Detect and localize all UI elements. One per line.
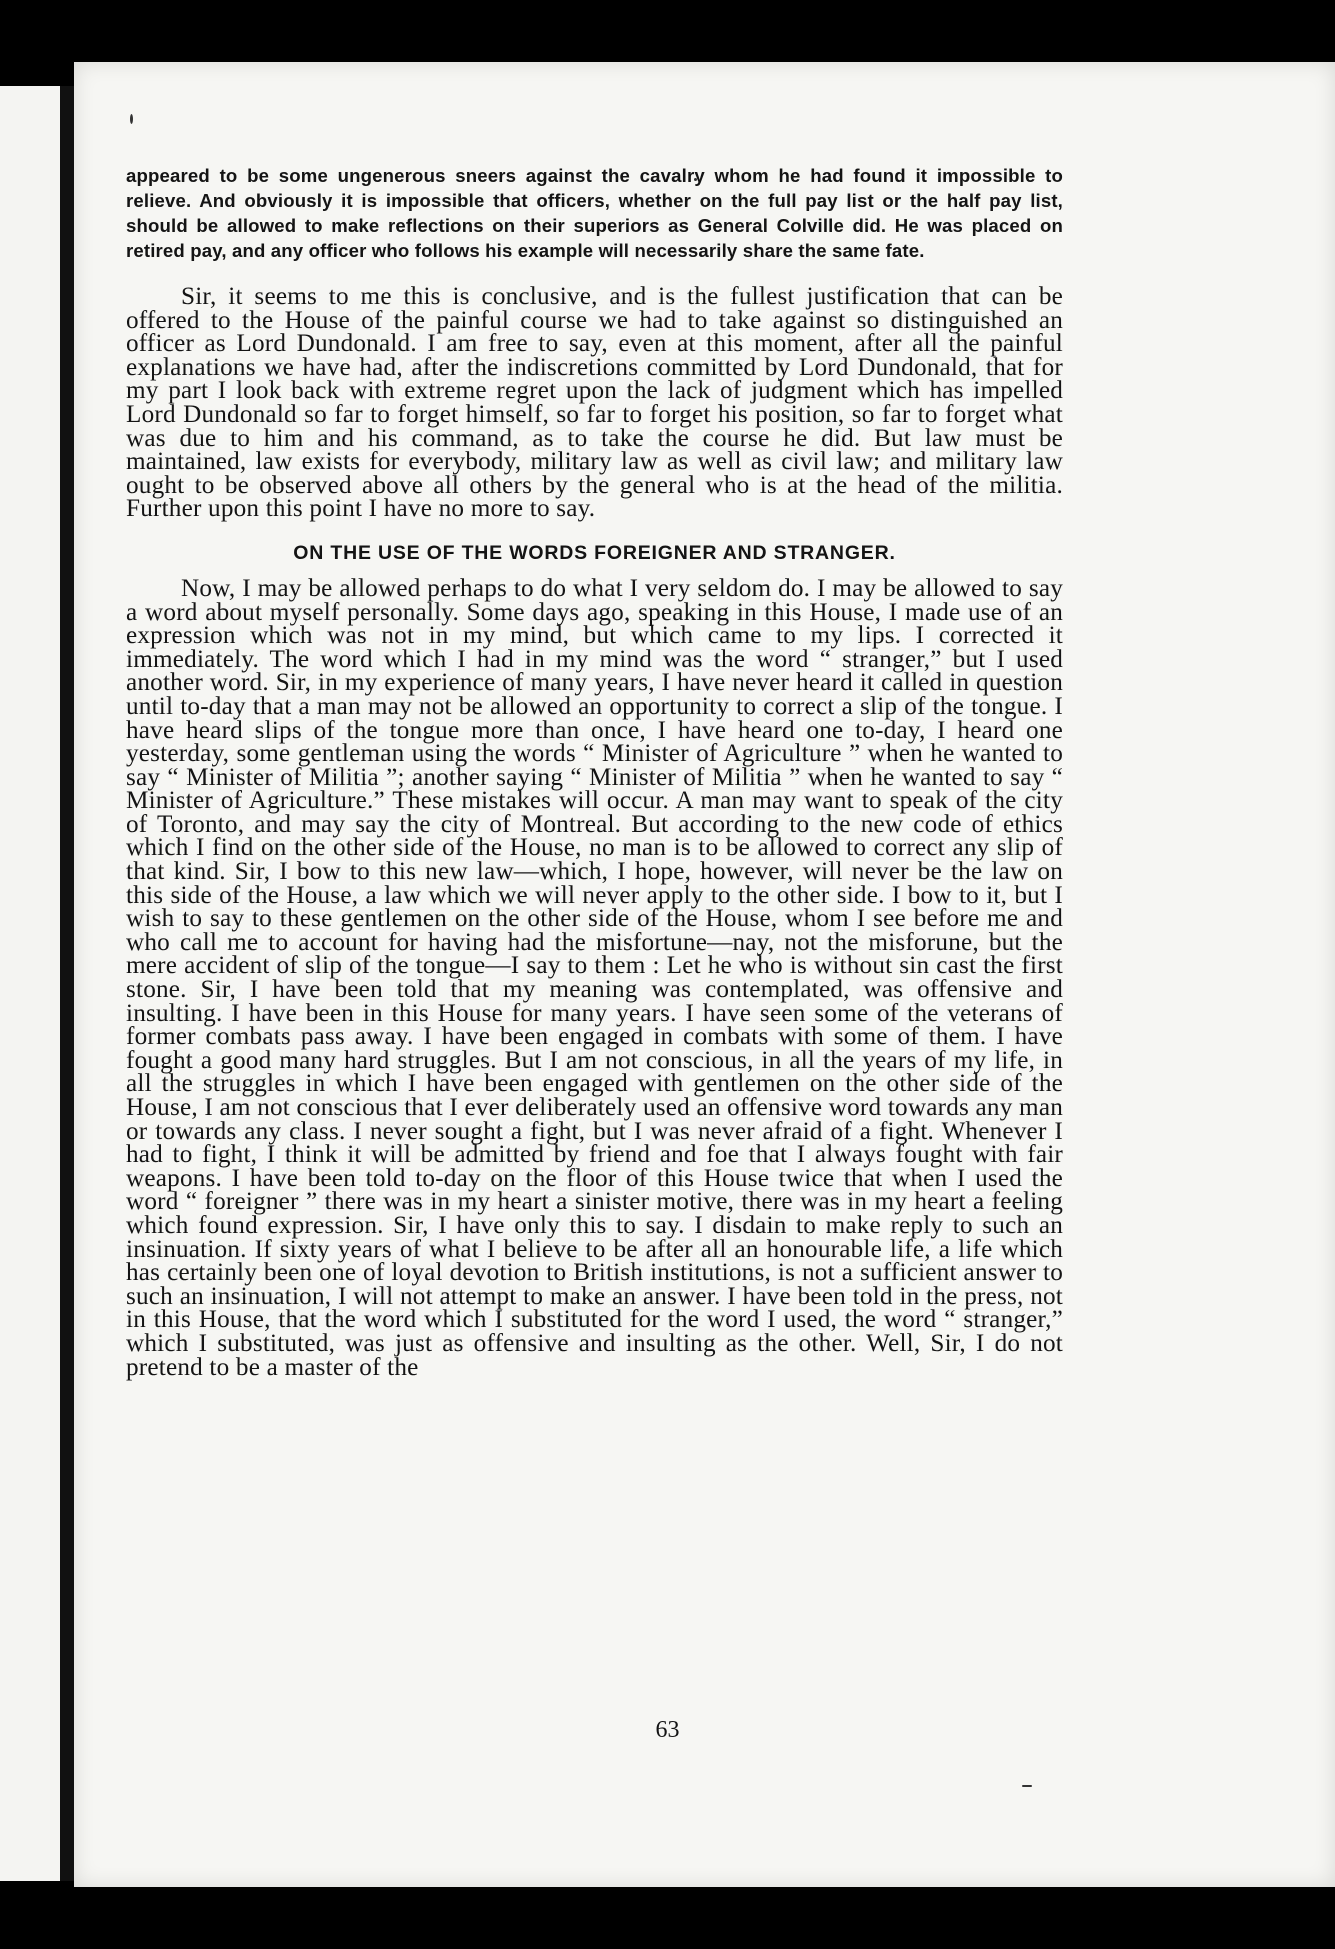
binding-gutter — [60, 86, 74, 1881]
document-body — [126, 163, 1063, 1379]
ink-speck — [130, 114, 133, 124]
body-paragraph-2: Now, I may be allowed perhaps to do what I very seldom do. I may be allowed to say a word about myself personally. Some days ago, speaking in this House, I made use of an expression which was not in my mind, but which came to my lips. I corrected it immediately. The word which I had in my mind was the word “ stranger,” but I used another word. Sir, in my experience of many years, I have never heard it called in question until to-day that a man may not be allowed an opportunity to correct a slip of the tongue. I have heard slips of the tongue more than once, I have heard one to-day, I heard one yesterday, some gentleman using the words “ Minister of Agriculture ” when he wanted to say “ Minister of Militia ”; another saying “ Minister of Militia ” when he wanted to say “ Minister of Agriculture.” These mistakes will occur. A man may want to speak of the city of Toronto, and may say the city of Montreal. But according to the new code of ethics which I find on the other side of the House, no man is to be allowed to correct any slip of that kind. Sir, I bow to this new law—which, I hope, however, will never be the law on this side of the House, a law which we will never apply to the other side. I bow to it, but I wish to say to these gentlemen on the other side of the House, whom I see before me and who call me to account for having had the misfortune—nay, not the misforune, but the mere accident of slip of the tongue—I say to them : Let he who is without sin cast the first stone. Sir, I have been told that my meaning was contemplated, was offensive and insulting. I have been in this House for many years. I have seen some of the veterans of former combats pass away. I have been engaged in combats with some of them. I have fought a good many hard struggles. But I am not conscious, in all the years of my life, in all the struggles in which I have been engaged with gentlemen on the other side of the House, I am not conscious that I ever deliberately used an offensive word towards any man or towards any class. I never sought a fight, but I was never afraid of a fight. Whenever I had to fight, I think it will be admitted by friend and foe that I always fought with fair weapons. I have been told to-day on the floor of this House twice that when I used the word “ foreigner ” there was in my heart a sinister motive, there was in my heart a feeling which found expression. Sir, I have only this to say. I disdain to make reply to such an insinuation. If sixty years of what I believe to be after all an honourable life, a life which has certainly been one of loyal devotion to British institutions, is not a sufficient answer to such an insinuation, I will not attempt to make an answer. I have been told in the press, not in this House, that the word which I substituted for the word I used, the word “ stranger,” which I substituted, was just as offensive and insulting as the other. Well, Sir, I do not pretend to be a master of the — [126, 574, 1063, 1381]
section-heading: ON THE USE OF THE WORDS FOREIGNER AND STRANGER. — [293, 541, 896, 564]
lead-paragraph: appeared to be some ungenerous sneers against the cavalry whom he had found it impossible to relieve. And obviously it is impossible that officers, whether on the full pay list or the half pay list, should be allowed to make reflections on their superiors as General Colville did. He was placed on retired pay, and any officer who follows his example will necessarily share the same fate. — [126, 165, 1063, 261]
ink-speck — [1022, 1785, 1032, 1787]
facing-page-edge — [0, 86, 60, 1881]
body-paragraph-1: Sir, it seems to me this is conclusive, and is the fullest justification that can be offered to the House of the painful course we had to take against so distinguished an officer as Lord Dundonald. I am free to say, even at this moment, after all the painful explanations we have had, after the indiscretions committed by Lord Dundonald, that for my part I look back with extreme regret upon the lack of judgment which has impelled Lord Dundonald so far to forget himself, so far to forget his position, so far to forget what was due to him and his command, as to take the course he did. But law must be maintained, law exists for everybody, military law as well as civil law; and military law ought to be observed above all others by the general who is at the head of the militia. Further upon this point I have no more to say. — [126, 283, 1063, 523]
page-number: 63 — [655, 1717, 680, 1743]
